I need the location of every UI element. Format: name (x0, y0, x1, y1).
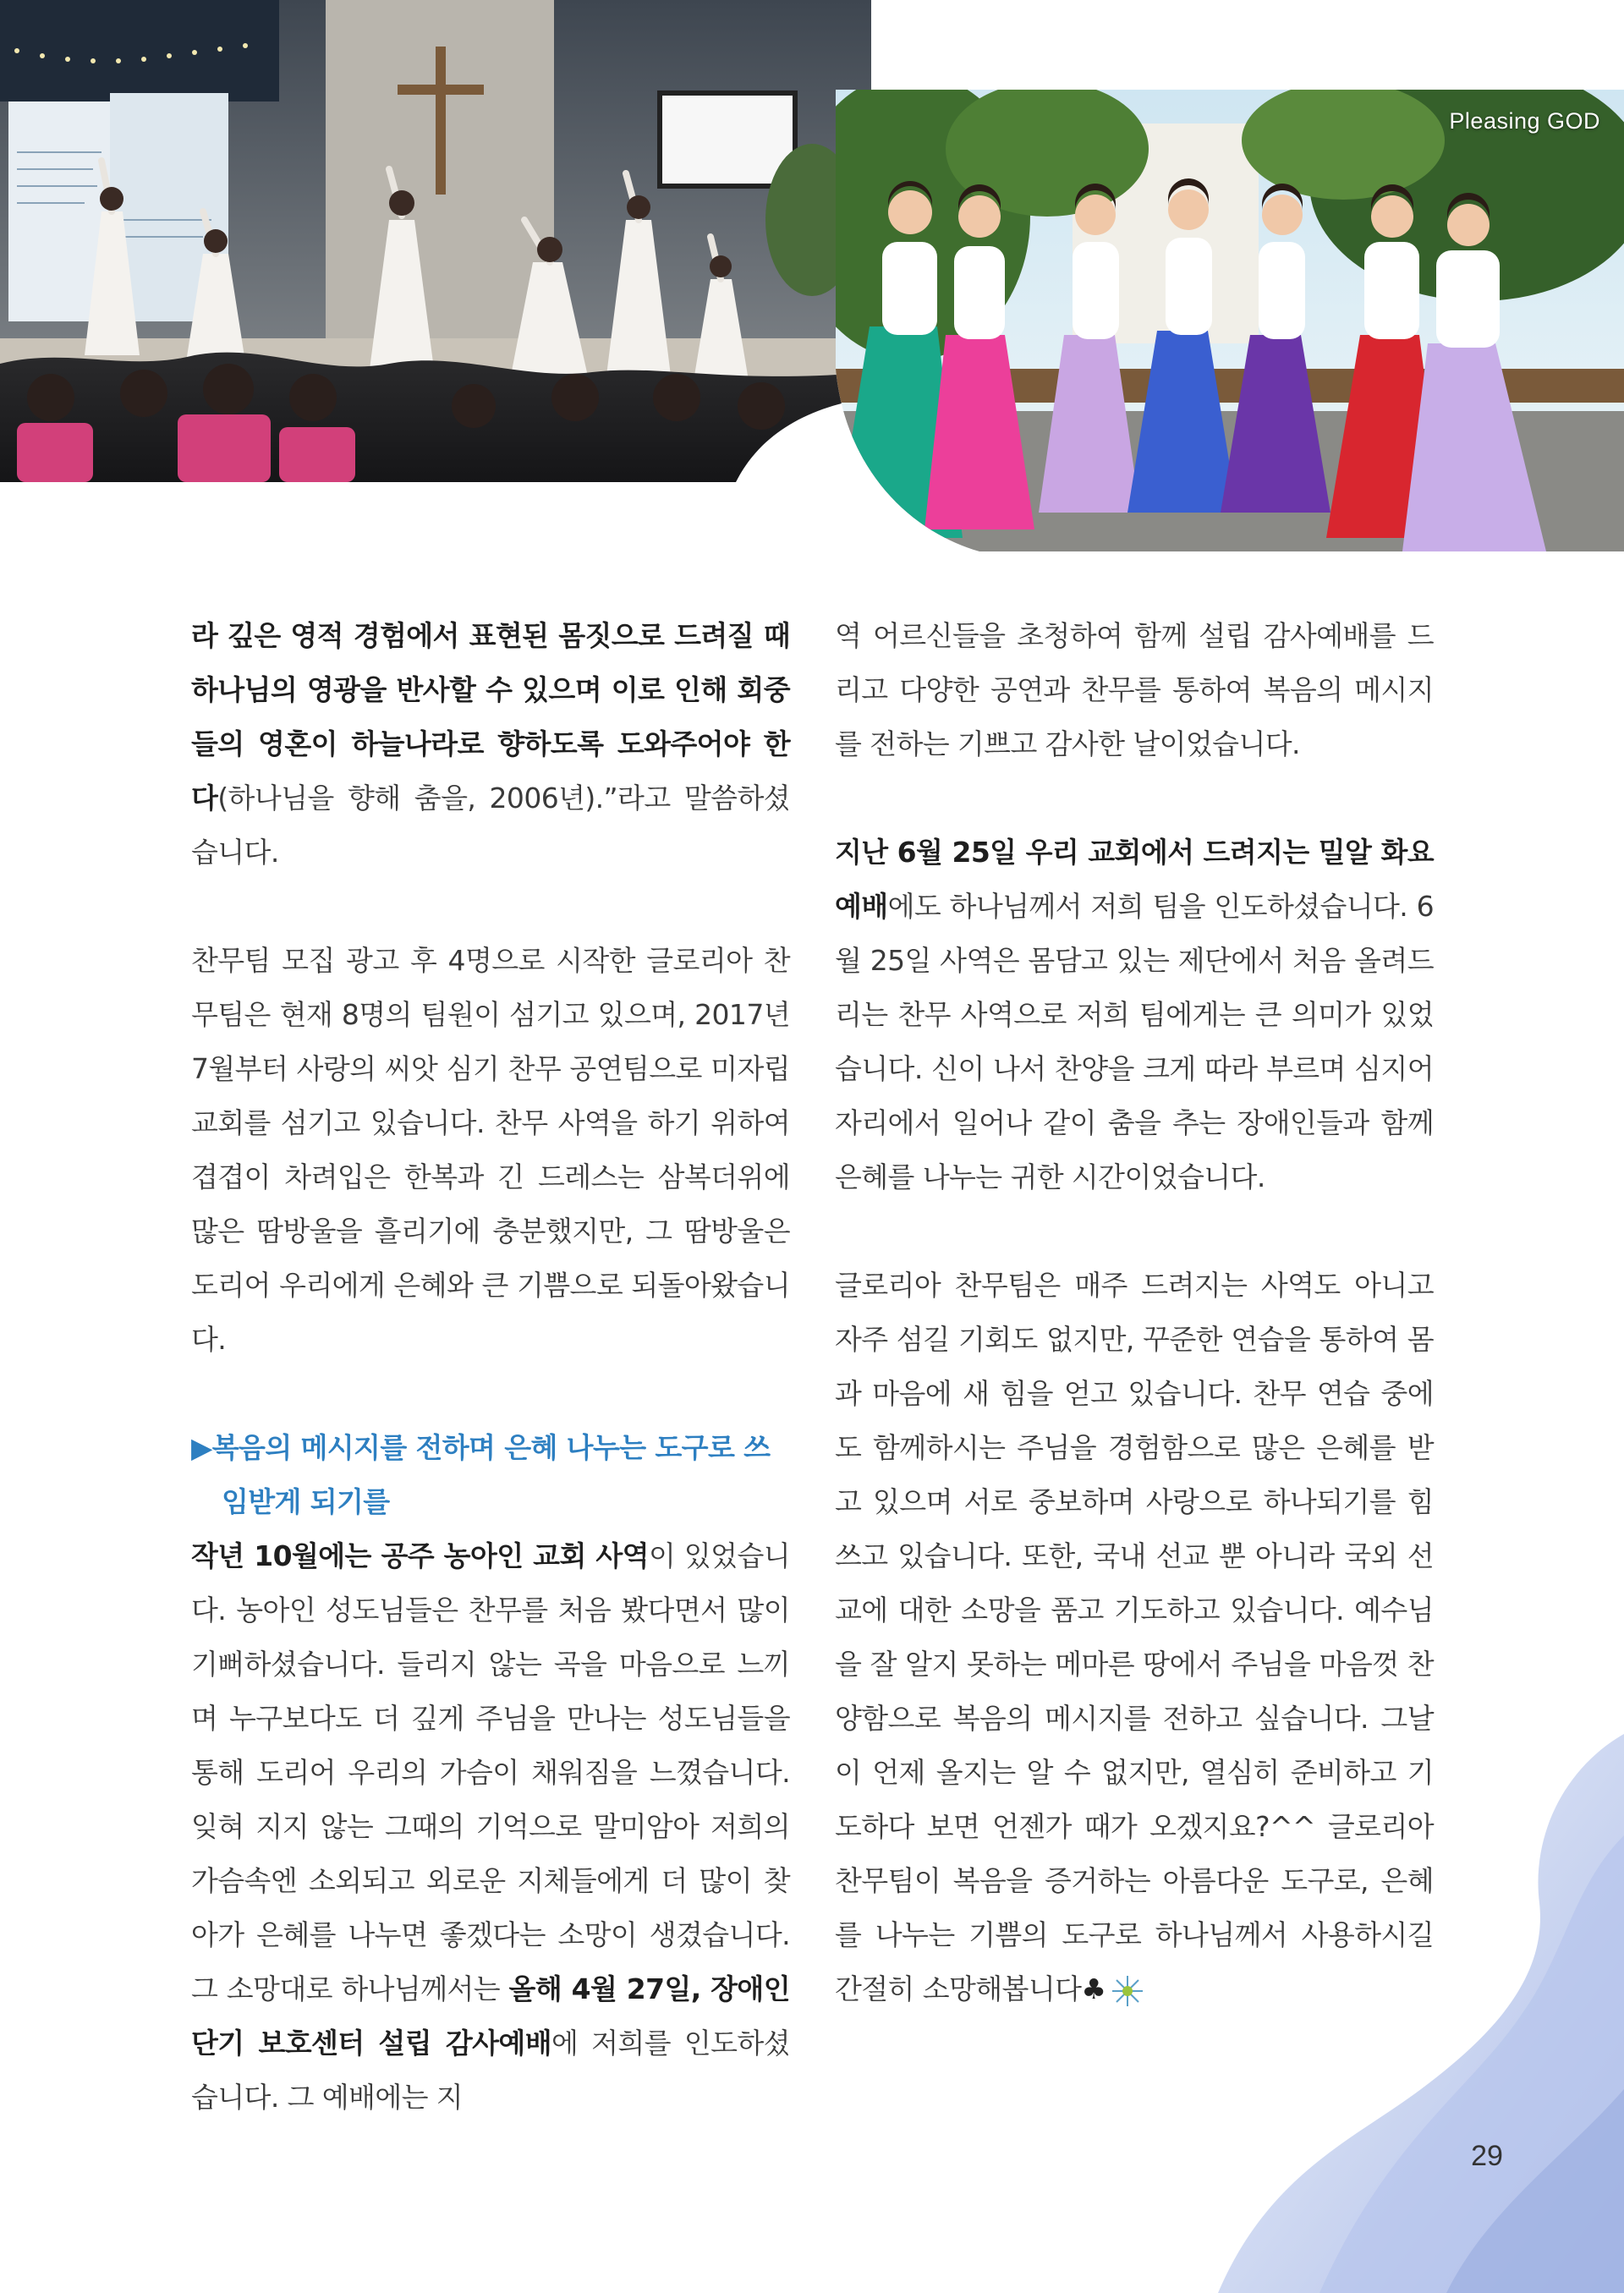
group-photo (836, 90, 1624, 551)
right-paragraph-1: 역 어르신들을 초청하여 함께 설립 감사예배를 드리고 다양한 공연과 찬무를 통하여 복음의 메시지를 전하는 기쁘고 감사한 날이었습니다. (835, 619, 1434, 760)
left-p3-text-1: 이 있었습니다. 농아인 성도님들은 찬무를 처음 봤다면서 많이 기뻐하셨습니다. 들리지 않는 곡을 마음으로 느끼며 누구보다도 더 깊게 주님을 만나는 성도님들을 통해 도리어 우리의 가슴이 채워짐을 느꼈습니다. 잊혀 지지 않는 그때의 기억으로 말미암아 저희의 가슴속엔 소외되고 외로운 지체들에게 더 많이 찾아가 은혜를 나누면 좋겠다는 소망이 생겼습니다. 그 소망대로 하나님께서는 (191, 1539, 791, 2005)
left-column (191, 609, 790, 2125)
left-paragraph-1 (191, 609, 790, 880)
left-p1-rest: (하나님을 향해 춤을, 2006년).”라고 말씀하셨습니다. (191, 782, 790, 869)
right-p2-bold: 지난 6월 25일 우리 교회에서 드려지는 밀알 화요예배 (835, 836, 1434, 923)
left-p3-text-2: 에 저희를 인도하셨습니다. 그 예배에는 지 (191, 2027, 790, 2114)
left-p1-bold: 라 깊은 영적 경험에서 표현된 몸짓으로 드려질 때 하나님의 영광을 반사할 수 있으며 이로 인해 회중들의 영혼이 하늘나라로 향하도록 도와주어야 한다 (191, 619, 790, 815)
left-paragraph-2: 찬무팀 모집 광고 후 4명으로 시작한 글로리아 찬무팀은 현재 8명의 팀원이 섬기고 있으며, 2017년 7월부터 사랑의 씨앗 심기 찬무 공연팀으로 미자립 교회를 섬기고 있습니다. 찬무 사역을 하기 위하여 겹겹이 차려입은 한복과 긴 드레스는 삼복더위에 많은 땀방울을 흘리기에 충분했지만, 그 땀방울은 도리어 우리에게 은혜와 큰 기쁨으로 되돌아왔습니다. (191, 944, 790, 1356)
photo-caption: Pleasing GOD (1449, 108, 1600, 134)
worship-dance-illustration (0, 0, 871, 482)
left-p3-bold-2: 올해 4월 27일, 장애인 단기 보호센터 설립 감사예배 (191, 1972, 790, 2060)
worship-dance-photo (0, 0, 871, 482)
page-number: 29 (1471, 2140, 1503, 2172)
group-photo-illustration (836, 90, 1624, 551)
fabric-decoration (1167, 1734, 1624, 2293)
right-p2-rest: 에도 하나님께서 저희 팀을 인도하셨습니다. 6월 25일 사역은 몸담고 있는 제단에서 처음 올려드리는 찬무 사역으로 저희 팀에게는 큰 의미가 있었습니다. 신이 나서 찬양을 크게 따라 부르며 심지어 자리에서 일어나 같이 춤을 추는 장애인들과 함께 은혜를 나누는 귀한 시간이었습니다. (835, 890, 1434, 1193)
section-subheading: ▶복음의 메시지를 전하며 은혜 나누는 도구로 쓰임받게 되기를 (191, 1431, 771, 1518)
flower-ornament-icon (1111, 1974, 1144, 2008)
left-paragraph-3 (191, 1529, 790, 2125)
left-p3-bold-1: 작년 10월에는 공주 농아인 교회 사역 (191, 1539, 649, 1572)
right-p3-text: 글로리아 찬무팀은 매주 드려지는 사역도 아니고 자주 섬길 기회도 없지만, 꾸준한 연습을 통하여 몸과 마음에 새 힘을 얻고 있습니다. 찬무 연습 중에도 함께하시는 주님을 경험함으로 많은 은혜를 받고 있으며 서로 중보하며 사랑으로 하나되기를 힘쓰고 있습니다. 또한, 국내 선교 뿐 아니라 국외 선교에 대한 소망을 품고 기도하고 있습니다. 예수님을 잘 알지 못하는 메마른 땅에서 주님을 마음껏 찬양함으로 복음의 메시지를 전하고 싶습니다. 그날이 언제 올지는 알 수 없지만, 열심히 준비하고 기도하다 보면 언젠가 때가 오겠지요?^^ 글로리아 찬무팀이 복음을 증거하는 아름다운 도구로, 은혜를 나누는 기쁨의 도구로 하나님께서 사용하시길 간절히 소망해봅니다 (835, 1269, 1434, 2005)
right-paragraph-2 (835, 826, 1434, 1204)
club-end-mark: ♣ (1081, 1972, 1106, 2005)
